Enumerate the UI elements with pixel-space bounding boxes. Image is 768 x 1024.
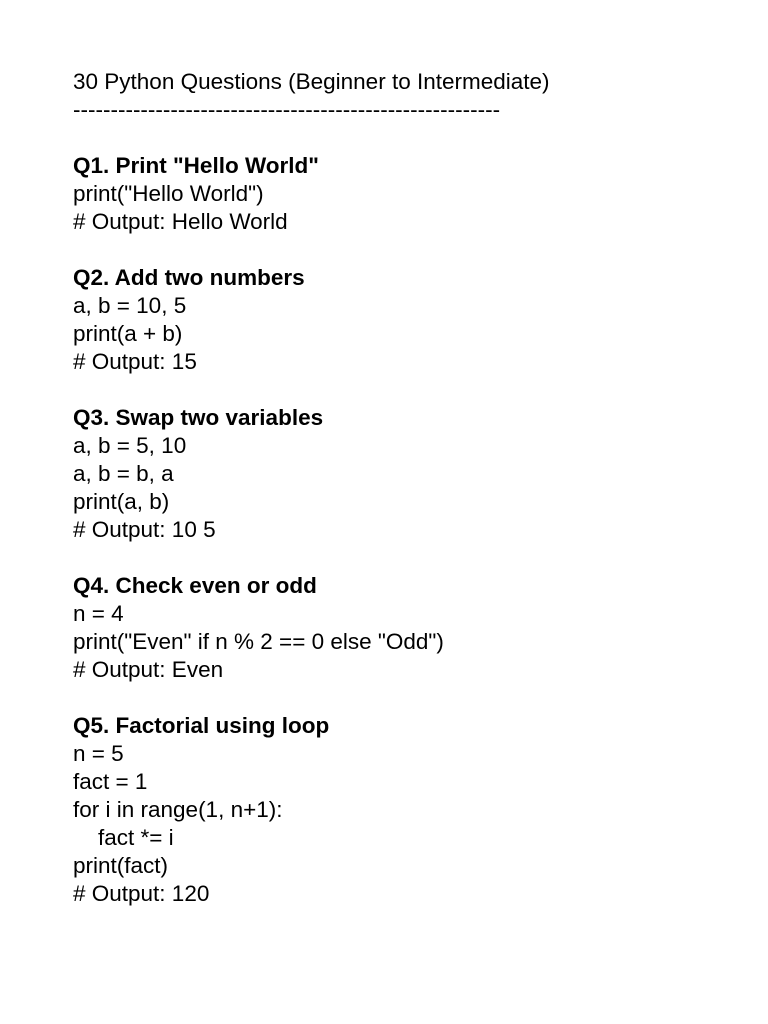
question-heading: Q5. Factorial using loop <box>73 713 330 738</box>
code-line: a, b = 5, 10 <box>73 433 187 458</box>
code-line: # Output: 10 5 <box>73 517 216 542</box>
code-line: a, b = b, a <box>73 461 174 486</box>
code-line: # Output: Hello World <box>73 209 288 234</box>
question-block-q3 <box>73 404 748 544</box>
code-line: print("Hello World") <box>73 181 264 206</box>
code-line: a, b = 10, 5 <box>73 293 187 318</box>
code-line: # Output: 15 <box>73 349 197 374</box>
question-block-q2 <box>73 264 748 376</box>
question-heading: Q3. Swap two variables <box>73 405 324 430</box>
question-block-q5 <box>73 712 748 908</box>
code-line: fact = 1 <box>73 769 148 794</box>
code-line: n = 4 <box>73 601 124 626</box>
question-block-q4 <box>73 572 748 684</box>
code-line: print(fact) <box>73 853 169 878</box>
question-heading: Q4. Check even or odd <box>73 573 317 598</box>
question-heading: Q2. Add two numbers <box>73 265 305 290</box>
document-title: 30 Python Questions (Beginner to Intermediate) <box>73 69 550 94</box>
code-line: print("Even" if n % 2 == 0 else "Odd") <box>73 629 444 654</box>
title-separator: --------------------------------------------------------- <box>73 97 501 122</box>
code-line: for i in range(1, n+1): <box>73 797 283 822</box>
question-heading: Q1. Print "Hello World" <box>73 153 319 178</box>
question-block-q1 <box>73 152 748 236</box>
document-page <box>73 68 748 908</box>
code-line: n = 5 <box>73 741 124 766</box>
code-line: # Output: Even <box>73 657 224 682</box>
code-line: fact *= i <box>73 825 174 850</box>
code-line: print(a, b) <box>73 489 170 514</box>
code-line: print(a + b) <box>73 321 183 346</box>
code-line: # Output: 120 <box>73 881 210 906</box>
